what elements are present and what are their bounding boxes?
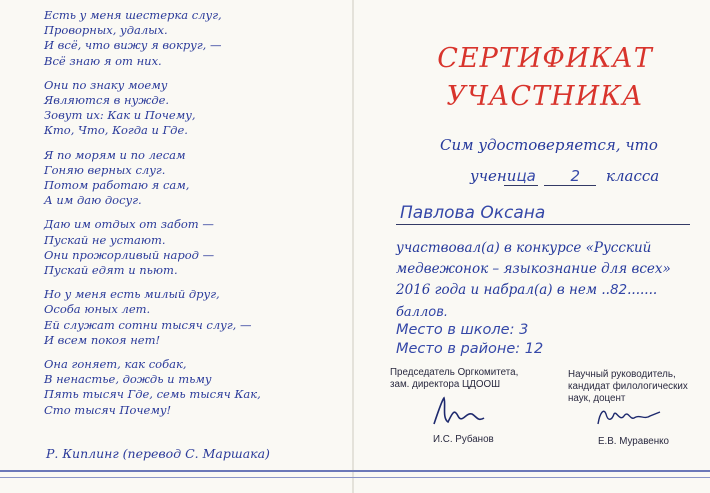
- score-value: 82: [609, 282, 628, 298]
- body-line-2: медвежонок – языкознание для всех»: [396, 261, 671, 277]
- score-dots-before: ..: [601, 282, 610, 298]
- certificate-title: [395, 40, 695, 116]
- poem-line: Зовут их: Как и Почему,: [44, 108, 196, 123]
- name-underline: [396, 224, 690, 225]
- body-line-3-text: 2016 года и набрал(а) в нем: [396, 282, 598, 298]
- grade-underline: [544, 185, 596, 186]
- poem-stanza: [44, 357, 344, 418]
- points-suffix: ов.: [428, 305, 448, 320]
- certificate-body: [396, 238, 696, 301]
- poem: [44, 8, 344, 427]
- poem-line: Проворных, удалых.: [44, 23, 168, 38]
- bottom-border-thin: [0, 477, 710, 478]
- left-title-line-2: зам. директора ЦДООШ: [390, 379, 501, 390]
- right-signatory-title: [568, 369, 688, 405]
- poem-stanza: [44, 8, 344, 69]
- poem-line: Они по знаку моему: [44, 77, 168, 92]
- poem-line: Пять тысяч Где, семь тысяч Как,: [44, 387, 261, 402]
- body-line-1: участвовал(а) в конкурсе «Русский: [396, 240, 652, 256]
- poem-line: Даю им отдых от забот —: [44, 217, 214, 232]
- points-line: [396, 305, 448, 320]
- right-signatory-name: Е.В. Муравенко: [598, 436, 669, 447]
- poem-stanza: [44, 287, 344, 348]
- poem-line: Особа юных лет.: [44, 302, 151, 317]
- poem-line: А им даю досуг.: [44, 193, 142, 208]
- right-title-line-3: наук, доцент: [568, 393, 626, 404]
- poem-line: Я по морям и по лесам: [44, 147, 186, 162]
- page-fold: [352, 0, 354, 493]
- poem-stanza: [44, 217, 344, 278]
- body-line-3: [396, 280, 696, 301]
- certify-text: Сим удостоверяется, что: [440, 136, 658, 154]
- district-place: Место в районе: 12: [396, 341, 544, 357]
- poem-line: Пускай не устают.: [44, 232, 166, 247]
- school-place: Место в школе: 3: [396, 322, 529, 338]
- left-title-line-1: Председатель Оргкомитета,: [390, 367, 519, 378]
- right-signature-icon: [594, 402, 664, 432]
- poem-attribution: Р. Киплинг (перевод С. Маршака): [46, 446, 270, 461]
- class-label: класса: [606, 167, 660, 185]
- poem-line: И всем покоя нет!: [44, 332, 161, 347]
- right-title-line-2: кандидат филологических: [568, 381, 688, 392]
- title-line-2: УЧАСТНИКА: [446, 81, 644, 112]
- poem-stanza: [44, 148, 344, 209]
- poem-line: Являются в нужде.: [44, 93, 170, 108]
- poem-line: Ей служат сотни тысяч слуг, —: [44, 317, 252, 332]
- left-signature-icon: [428, 394, 488, 430]
- poem-line: Но у меня есть милый друг,: [44, 287, 220, 302]
- left-signatory-name: И.С. Рубанов: [433, 434, 494, 445]
- poem-line: Всё знаю я от них.: [44, 53, 162, 68]
- student-prefix: учени: [470, 167, 517, 185]
- poem-line: В ненастье, дождь и тьму: [44, 372, 212, 387]
- poem-line: Она гоняет, как собак,: [44, 357, 187, 372]
- participant-name: Павлова Оксана: [400, 203, 546, 223]
- student-suffix: ца: [516, 167, 536, 185]
- poem-line: Кто, Что, Когда и Где.: [44, 123, 188, 138]
- points-label: балл: [396, 305, 429, 320]
- right-title-line-1: Научный руководитель,: [568, 369, 676, 380]
- student-row: [470, 167, 659, 185]
- poem-line: Пускай едят и пьют.: [44, 263, 178, 278]
- poem-line: Сто тысяч Почему!: [44, 402, 172, 417]
- poem-line: Гоняю верных слуг.: [44, 162, 166, 177]
- title-line-1: СЕРТИФИКАТ: [437, 43, 653, 74]
- poem-stanza: [44, 78, 344, 139]
- poem-line: Они прожорливый народ —: [44, 247, 215, 262]
- left-signatory-title: [390, 367, 518, 391]
- grade-value: 2: [570, 167, 580, 185]
- poem-line: Есть у меня шестерка слуг,: [44, 8, 222, 22]
- score-dots-after: .......: [627, 282, 658, 298]
- bottom-border: [0, 470, 710, 472]
- student-underline: [504, 185, 538, 186]
- poem-line: Потом работаю я сам,: [44, 178, 190, 193]
- poem-line: И всё, что вижу я вокруг, —: [44, 38, 222, 53]
